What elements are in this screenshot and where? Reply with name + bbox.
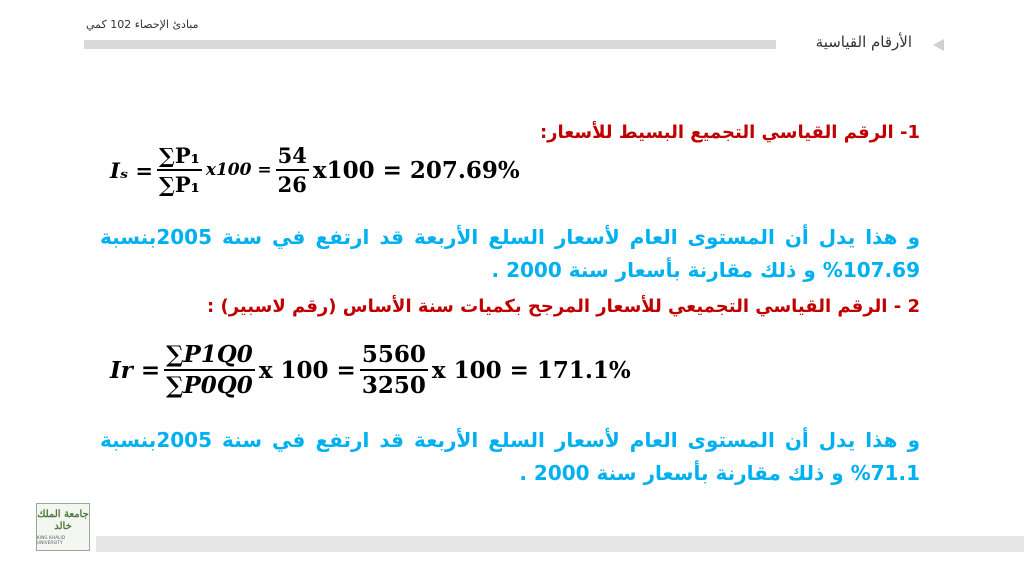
formula2-numerator: ∑P1Q0 bbox=[166, 341, 253, 368]
course-label: مبادئ الإحصاء 102 كمي bbox=[86, 18, 199, 31]
triangle-icon bbox=[933, 39, 944, 51]
formula1-denominator: ∑P₁ bbox=[157, 169, 202, 197]
section2-heading: 2 - الرقم القياسي التجميعي للأسعار المرجح بكميات سنة الأساس (رقم لاسبير) : bbox=[207, 296, 920, 317]
section1-heading: 1- الرقم القياسي التجميع البسيط للأسعار: bbox=[539, 122, 920, 143]
formula1-times: x100 = bbox=[205, 160, 272, 180]
slide-title: الأرقام القياسية bbox=[815, 33, 912, 51]
formula1-value-denominator: 26 bbox=[276, 169, 309, 197]
formula1-value-fraction bbox=[276, 143, 309, 197]
footer-bar bbox=[96, 536, 1024, 552]
formula2-times: x 100 = bbox=[258, 356, 356, 384]
formula1-fraction bbox=[157, 143, 202, 197]
section1-paragraph: و هذا يدل أن المستوى العام لأسعار السلع الأربعة قد ارتفع في سنة 2005بنسبة 107.69% و ذلك مقارنة بأسعار سنة 2000 . bbox=[100, 225, 920, 282]
simple-aggregate-formula bbox=[110, 143, 520, 197]
formula1-value-numerator: 54 bbox=[277, 143, 307, 168]
section2-paragraph: و هذا يدل أن المستوى العام لأسعار السلع الأربعة قد ارتفع في سنة 2005بنسبة 71.1% و ذلك مقارنة بأسعار سنة 2000 . bbox=[100, 428, 920, 485]
formula2-fraction bbox=[164, 341, 255, 399]
header-divider bbox=[84, 40, 776, 49]
formula1-lhs: Iₛ = bbox=[110, 157, 154, 183]
formula1-numerator: ∑P₁ bbox=[159, 143, 200, 168]
formula1-result: x100 = 207.69% bbox=[312, 156, 520, 184]
formula2-lhs: Ir = bbox=[110, 356, 161, 384]
formula2-value-numerator: 5560 bbox=[361, 341, 426, 368]
formula2-value-denominator: 3250 bbox=[360, 369, 428, 399]
formula2-denominator: ∑P0Q0 bbox=[164, 369, 255, 399]
formula2-result: x 100 = 171.1% bbox=[431, 356, 631, 384]
formula2-value-fraction bbox=[360, 341, 428, 399]
logo-caption: KING KHALID UNIVERSITY bbox=[37, 535, 66, 545]
university-logo bbox=[36, 503, 90, 551]
laspeyres-formula bbox=[110, 341, 631, 399]
logo-emblem: جامعة الملك خالد bbox=[37, 509, 89, 532]
